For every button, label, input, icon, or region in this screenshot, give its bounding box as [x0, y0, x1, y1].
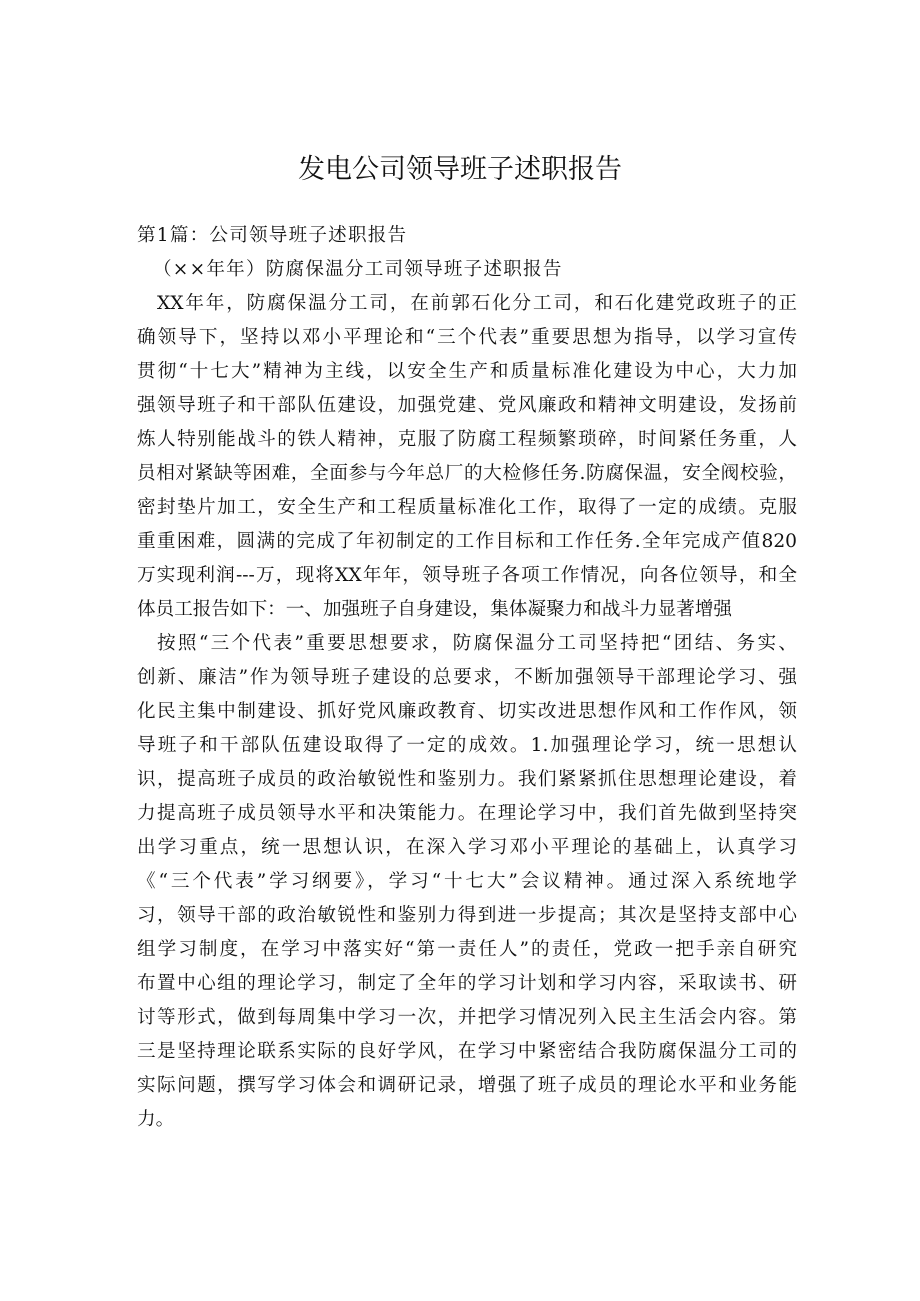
paragraph2-line: 创新、廉洁”作为领导班子建设的总要求，不断加强领导干部理论学习、强 [137, 667, 797, 688]
paragraph2-line: 布置中心组的理论学习，制定了全年的学习计划和学习内容，采取读书、研 [137, 973, 797, 994]
paragraph1-line: 员相对紧缺等困难，全面参与今年总厂的大检修任务.防腐保温，安全阀校验， [137, 463, 797, 484]
paragraph2-line: 化民主集中制建设、抓好党风廉政教育、切实改进思想作风和工作作风，领 [137, 701, 797, 722]
paragraph2-line: 三是坚持理论联系实际的良好学风，在学习中紧密结合我防腐保温分工司的 [137, 1041, 797, 1062]
paragraph1-line: 体员工报告如下：一、加强班子自身建设，集体凝聚力和战斗力显著增强 [137, 599, 733, 620]
report-subtitle: （××年年）防腐保温分工司领导班子述职报告 [153, 259, 563, 280]
paragraph2-line: 《“三个代表”学习纲要》，学习“十七大”会议精神。通过深入系统地学 [137, 871, 797, 892]
paragraph2-line: 按照“三个代表”重要思想要求，防腐保温分工司坚持把“团结、务实、 [157, 633, 797, 654]
paragraph1-line: 强领导班子和干部队伍建设，加强党建、党风廉政和精神文明建设，发扬前 [137, 395, 797, 416]
paragraph1-line: 重重困难，圆满的完成了年初制定的工作目标和工作任务.全年完成产值820 [137, 531, 797, 552]
paragraph2-line: 出学习重点，统一思想认识，在深入学习邓小平理论的基础上，认真学习 [137, 837, 797, 858]
paragraph1-line: 确领导下，坚持以邓小平理论和“三个代表”重要思想为指导，以学习宣传 [137, 327, 797, 348]
paragraph2-line: 力。 [137, 1109, 175, 1130]
paragraph1-line: XX年年，防腐保温分工司，在前郭石化分工司，和石化建党政班子的正 [157, 293, 797, 314]
document-title: 发电公司领导班子述职报告 [298, 154, 622, 185]
paragraph2-line: 组学习制度，在学习中落实好“第一责任人”的责任，党政一把手亲自研究 [137, 939, 797, 960]
paragraph1-line: 万实现利润---万，现将XX年年，领导班子各项工作情况，向各位领导，和全 [137, 565, 797, 586]
paragraph1-line: 贯彻“十七大”精神为主线，以安全生产和质量标准化建设为中心，大力加 [137, 361, 797, 382]
paragraph1-line: 炼人特别能战斗的铁人精神，克服了防腐工程频繁琐碎，时间紧任务重，人 [137, 429, 797, 450]
paragraph2-line: 导班子和干部队伍建设取得了一定的成效。1.加强理论学习，统一思想认 [137, 735, 797, 756]
paragraph2-line: 识，提高班子成员的政治敏锐性和鉴别力。我们紧紧抓住思想理论建设，着 [137, 769, 797, 790]
chapter-heading: 第1篇：公司领导班子述职报告 [137, 225, 408, 246]
paragraph2-line: 习，领导干部的政治敏锐性和鉴别力得到进一步提高；其次是坚持支部中心 [137, 905, 797, 926]
paragraph2-line: 讨等形式，做到每周集中学习一次，并把学习情况列入民主生活会内容。第 [137, 1007, 797, 1028]
paragraph2-line: 力提高班子成员领导水平和决策能力。在理论学习中，我们首先做到坚持突 [137, 803, 797, 824]
paragraph1-line: 密封垫片加工，安全生产和工程质量标准化工作，取得了一定的成绩。克服 [137, 497, 797, 518]
paragraph2-line: 实际问题，撰写学习体会和调研记录，增强了班子成员的理论水平和业务能 [137, 1075, 797, 1096]
